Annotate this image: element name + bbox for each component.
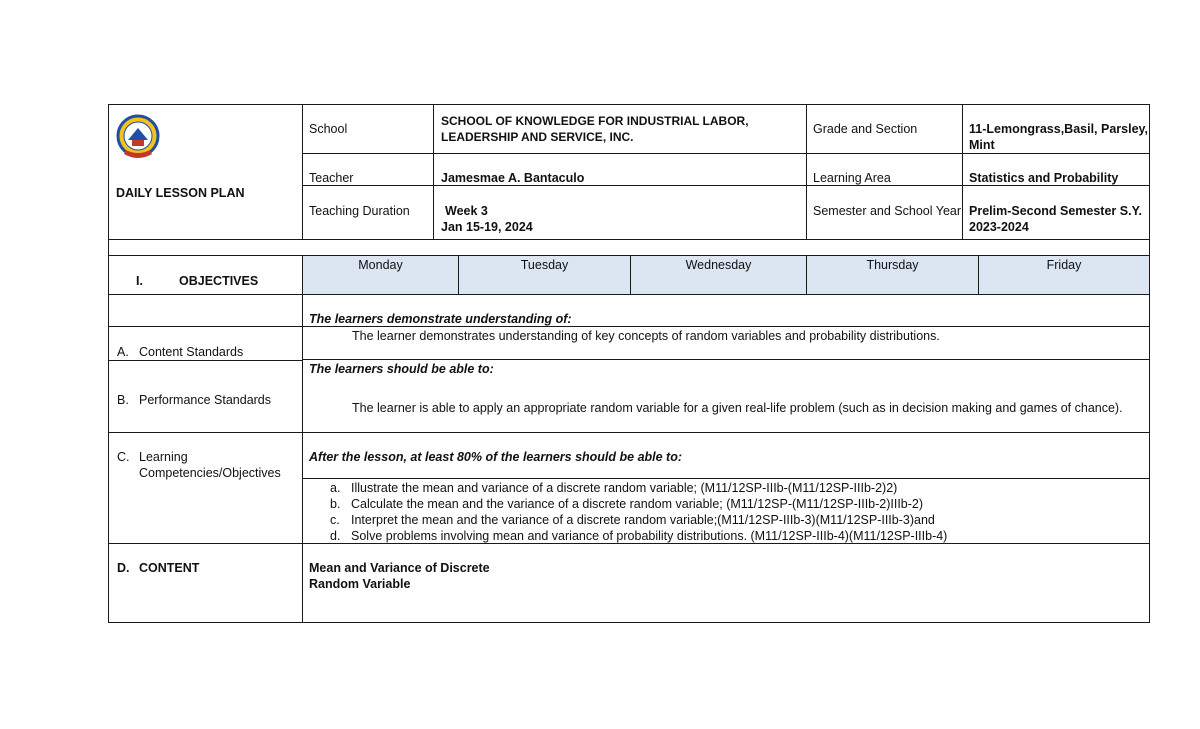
learning-area-label: Learning Area [813,171,891,185]
col-line [433,104,434,240]
row-line [108,360,302,361]
list-item-text: Illustrate the mean and variance of a discrete random variable; (M11/12SP-IIIb-(M11/12SP-IIIb-2)2) [351,481,898,495]
row-line [302,153,1150,154]
row-line [302,478,1150,479]
content-standards-letter: A. [117,345,129,359]
duration-value-line2: Jan 15-19, 2024 [441,220,533,234]
teacher-value: Jamesmae A. Bantaculo [441,171,585,185]
objectives-number: I. [136,274,143,288]
performance-standards-letter: B. [117,393,129,407]
performance-standards-text: The learner is able to apply an appropriate random variable for a given real-life problem (such as in decision making and games of chance). [352,401,1123,415]
learning-area-value: Statistics and Probability [969,171,1119,185]
objectives-heading: OBJECTIVES [179,274,259,288]
day-thursday: Thursday [866,258,919,272]
school-value-line2: LEADERSHIP AND SERVICE, INC. [441,130,634,144]
list-item-text: Solve problems involving mean and variance of probability distributions. (M11/12SP-IIIb-4)(M11/12SP-IIIb-4) [351,529,948,543]
school-label: School [309,122,348,136]
duration-value-line1: Week 3 [445,204,488,218]
competencies-lead: After the lesson, at least 80% of the learners should be able to: [309,450,683,464]
school-value-line1: SCHOOL OF KNOWLEDGE FOR INDUSTRIAL LABOR, [441,114,749,128]
semester-value-line2: 2023-2024 [969,220,1029,234]
list-item [308,496,947,512]
col-line [302,104,303,240]
table-border-right [1149,104,1150,623]
performance-standards-label: Performance Standards [139,393,272,407]
row-line [108,255,1150,256]
content-standards-lead: The learners demonstrate understanding of: [309,312,572,326]
row-line [108,326,1150,327]
content-standards-label: Content Standards [139,345,244,359]
col-line [962,104,963,240]
row-line [302,359,1150,360]
row-line [108,432,1150,433]
row-line [108,239,1150,240]
school-seal-logo [116,114,160,162]
table-border-left [108,104,109,623]
document-title: DAILY LESSON PLAN [116,186,245,200]
teacher-label: Teacher [309,171,354,185]
duration-label: Teaching Duration [309,204,410,218]
content-value-line1: Mean and Variance of Discrete [309,561,490,575]
list-item-text: Calculate the mean and the variance of a discrete random variable; (M11/12SP-(M11/12SP-IIIb-2)IIIb-2) [351,497,924,511]
grade-value-line1: 11-Lemongrass,Basil, Parsley, [969,122,1149,136]
list-item [308,480,947,496]
competencies-letter: C. [117,450,130,464]
content-value-line2: Random Variable [309,577,411,591]
content-letter: D. [117,561,130,575]
grade-value-line2: Mint [969,138,995,152]
day-friday: Friday [1046,258,1082,272]
list-item-text: Interpret the mean and the variance of a discrete random variable;(M11/12SP-IIIb-3)(M11/12SP-IIIb-3)and [351,513,935,527]
list-item-letter: a. [330,481,341,495]
day-wednesday: Wednesday [685,258,752,272]
table-border-bottom [108,622,1150,623]
competencies-label-line2: Competencies/Objectives [139,466,281,480]
table-border-top [108,104,1150,105]
row-line [108,294,1150,295]
grade-label: Grade and Section [813,122,918,136]
list-item [308,512,947,528]
content-label: CONTENT [139,561,200,575]
competencies-label-line1: Learning [139,450,188,464]
semester-label: Semester and School Year [813,204,962,218]
competencies-list [308,480,947,544]
list-item-letter: c. [330,513,340,527]
semester-value-line1: Prelim-Second Semester S.Y. [969,204,1142,218]
list-item-letter: d. [330,529,341,543]
day-monday: Monday [358,258,403,272]
day-tuesday: Tuesday [520,258,569,272]
performance-standards-lead: The learners should be able to: [309,362,494,376]
list-item [308,528,947,544]
content-standards-text: The learner demonstrates understanding of key concepts of random variables and probability distributions. [352,329,940,343]
col-line [806,104,807,240]
list-item-letter: b. [330,497,341,511]
col-line [302,255,303,623]
